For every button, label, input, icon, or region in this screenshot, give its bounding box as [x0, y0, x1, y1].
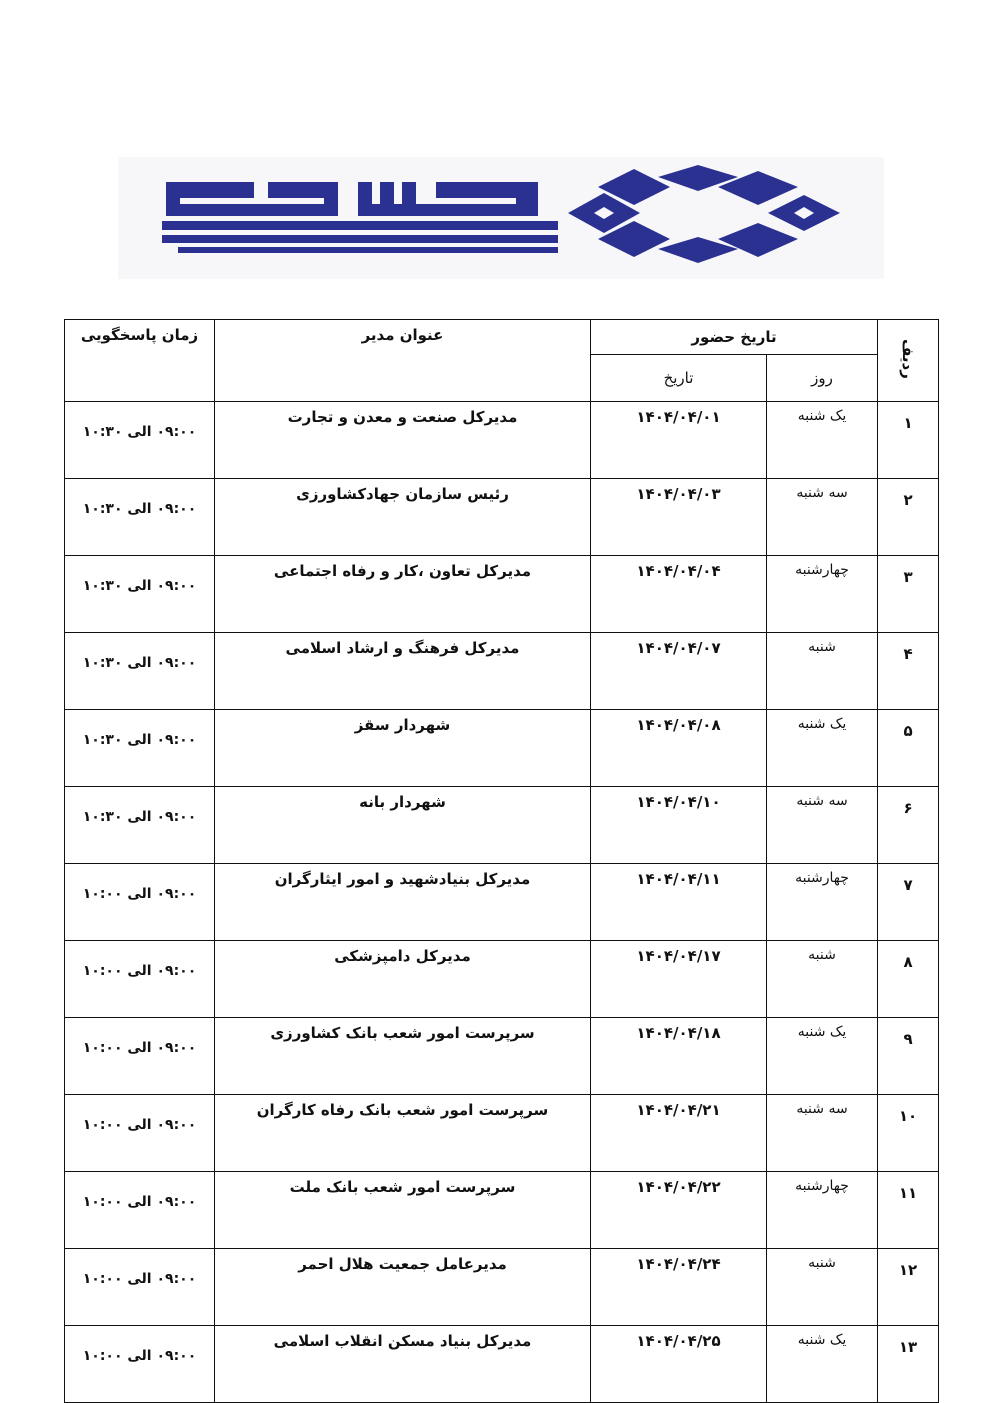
day-cell: سه شنبه: [767, 787, 878, 864]
day-cell: یک شنبه: [767, 1018, 878, 1095]
date-cell: ۱۴۰۴/۰۴/۱۱: [591, 864, 767, 941]
saajed-logo: [118, 157, 884, 279]
table-row: [65, 633, 939, 710]
response-time-cell: ۰۹:۰۰ الی ۱۰:۳۰: [65, 710, 215, 787]
date-cell: ۱۴۰۴/۰۴/۱۷: [591, 941, 767, 1018]
response-time-cell: ۰۹:۰۰ الی ۱۰:۰۰: [65, 1095, 215, 1172]
day-cell: یک شنبه: [767, 710, 878, 787]
table-row: [65, 1326, 939, 1403]
saajed-logo-mark: [118, 157, 884, 279]
date-cell: ۱۴۰۴/۰۴/۰۸: [591, 710, 767, 787]
table-row: [65, 479, 939, 556]
header-row-number-label: ردیف: [899, 338, 918, 379]
day-cell: سه شنبه: [767, 1095, 878, 1172]
manager-title-cell: مدیرکل بنیادشهید و امور ایثارگران: [215, 864, 591, 941]
manager-title-cell: سرپرست امور شعب بانک کشاورزی: [215, 1018, 591, 1095]
manager-title-cell: رئیس سازمان جهادکشاورزی: [215, 479, 591, 556]
row-number: ۷: [878, 864, 939, 941]
response-time-cell: ۰۹:۰۰ الی ۱۰:۳۰: [65, 787, 215, 864]
row-number: ۲: [878, 479, 939, 556]
manager-title-cell: مدیرکل بنیاد مسکن انقلاب اسلامی: [215, 1326, 591, 1403]
table-row: [65, 402, 939, 479]
table-row: [65, 710, 939, 787]
row-number: ۴: [878, 633, 939, 710]
manager-title-cell: سرپرست امور شعب بانک رفاه کارگران: [215, 1095, 591, 1172]
day-cell: شنبه: [767, 1249, 878, 1326]
header-attendance-date: تاریخ حضور: [591, 320, 878, 355]
response-time-cell: ۰۹:۰۰ الی ۱۰:۰۰: [65, 1326, 215, 1403]
date-cell: ۱۴۰۴/۰۴/۱۸: [591, 1018, 767, 1095]
date-cell: ۱۴۰۴/۰۴/۰۳: [591, 479, 767, 556]
day-cell: چهارشنبه: [767, 864, 878, 941]
row-number: ۵: [878, 710, 939, 787]
table-row: [65, 787, 939, 864]
row-number: ۱: [878, 402, 939, 479]
manager-title-cell: مدیرکل فرهنگ و ارشاد اسلامی: [215, 633, 591, 710]
manager-title-cell: سرپرست امور شعب بانک ملت: [215, 1172, 591, 1249]
row-number: ۸: [878, 941, 939, 1018]
row-number: ۱۱: [878, 1172, 939, 1249]
date-cell: ۱۴۰۴/۰۴/۱۰: [591, 787, 767, 864]
table-row: [65, 1018, 939, 1095]
row-number: ۶: [878, 787, 939, 864]
day-cell: یک شنبه: [767, 402, 878, 479]
response-time-cell: ۰۹:۰۰ الی ۱۰:۳۰: [65, 633, 215, 710]
row-number: ۱۲: [878, 1249, 939, 1326]
header-row-number: [878, 320, 939, 402]
manager-title-cell: مدیرکل دامپزشکی: [215, 941, 591, 1018]
manager-title-cell: شهردار بانه: [215, 787, 591, 864]
response-time-cell: ۰۹:۰۰ الی ۱۰:۳۰: [65, 556, 215, 633]
day-cell: شنبه: [767, 633, 878, 710]
table-row: [65, 1249, 939, 1326]
day-cell: یک شنبه: [767, 1326, 878, 1403]
table-row: [65, 556, 939, 633]
row-number: ۹: [878, 1018, 939, 1095]
table-row: [65, 864, 939, 941]
row-number: ۱۰: [878, 1095, 939, 1172]
response-time-cell: ۰۹:۰۰ الی ۱۰:۰۰: [65, 1249, 215, 1326]
date-cell: ۱۴۰۴/۰۴/۰۴: [591, 556, 767, 633]
table-row: [65, 1095, 939, 1172]
manager-title-cell: مدیرکل صنعت و معدن و تجارت: [215, 402, 591, 479]
response-time-cell: ۰۹:۰۰ الی ۱۰:۳۰: [65, 402, 215, 479]
day-cell: شنبه: [767, 941, 878, 1018]
response-time-cell: ۰۹:۰۰ الی ۱۰:۰۰: [65, 941, 215, 1018]
table-row: [65, 1172, 939, 1249]
header-date: تاریخ: [591, 355, 767, 402]
response-time-cell: ۰۹:۰۰ الی ۱۰:۰۰: [65, 1172, 215, 1249]
manager-title-cell: شهردار سقز: [215, 710, 591, 787]
response-time-cell: ۰۹:۰۰ الی ۱۰:۳۰: [65, 479, 215, 556]
date-cell: ۱۴۰۴/۰۴/۲۱: [591, 1095, 767, 1172]
date-cell: ۱۴۰۴/۰۴/۰۷: [591, 633, 767, 710]
day-cell: چهارشنبه: [767, 556, 878, 633]
date-cell: ۱۴۰۴/۰۴/۲۴: [591, 1249, 767, 1326]
date-cell: ۱۴۰۴/۰۴/۲۲: [591, 1172, 767, 1249]
manager-title-cell: مدیرعامل جمعیت هلال احمر: [215, 1249, 591, 1326]
manager-title-cell: مدیرکل تعاون ،کار و رفاه اجتماعی: [215, 556, 591, 633]
schedule-table: [64, 319, 939, 1403]
date-cell: ۱۴۰۴/۰۴/۰۱: [591, 402, 767, 479]
row-number: ۳: [878, 556, 939, 633]
day-cell: چهارشنبه: [767, 1172, 878, 1249]
response-time-cell: ۰۹:۰۰ الی ۱۰:۰۰: [65, 864, 215, 941]
table-row: [65, 941, 939, 1018]
header-day: روز: [767, 355, 878, 402]
response-time-cell: ۰۹:۰۰ الی ۱۰:۰۰: [65, 1018, 215, 1095]
header-manager-title: عنوان مدیر: [215, 320, 591, 402]
row-number: ۱۳: [878, 1326, 939, 1403]
day-cell: سه شنبه: [767, 479, 878, 556]
header-response-time: زمان پاسخگویی: [65, 320, 215, 402]
date-cell: ۱۴۰۴/۰۴/۲۵: [591, 1326, 767, 1403]
